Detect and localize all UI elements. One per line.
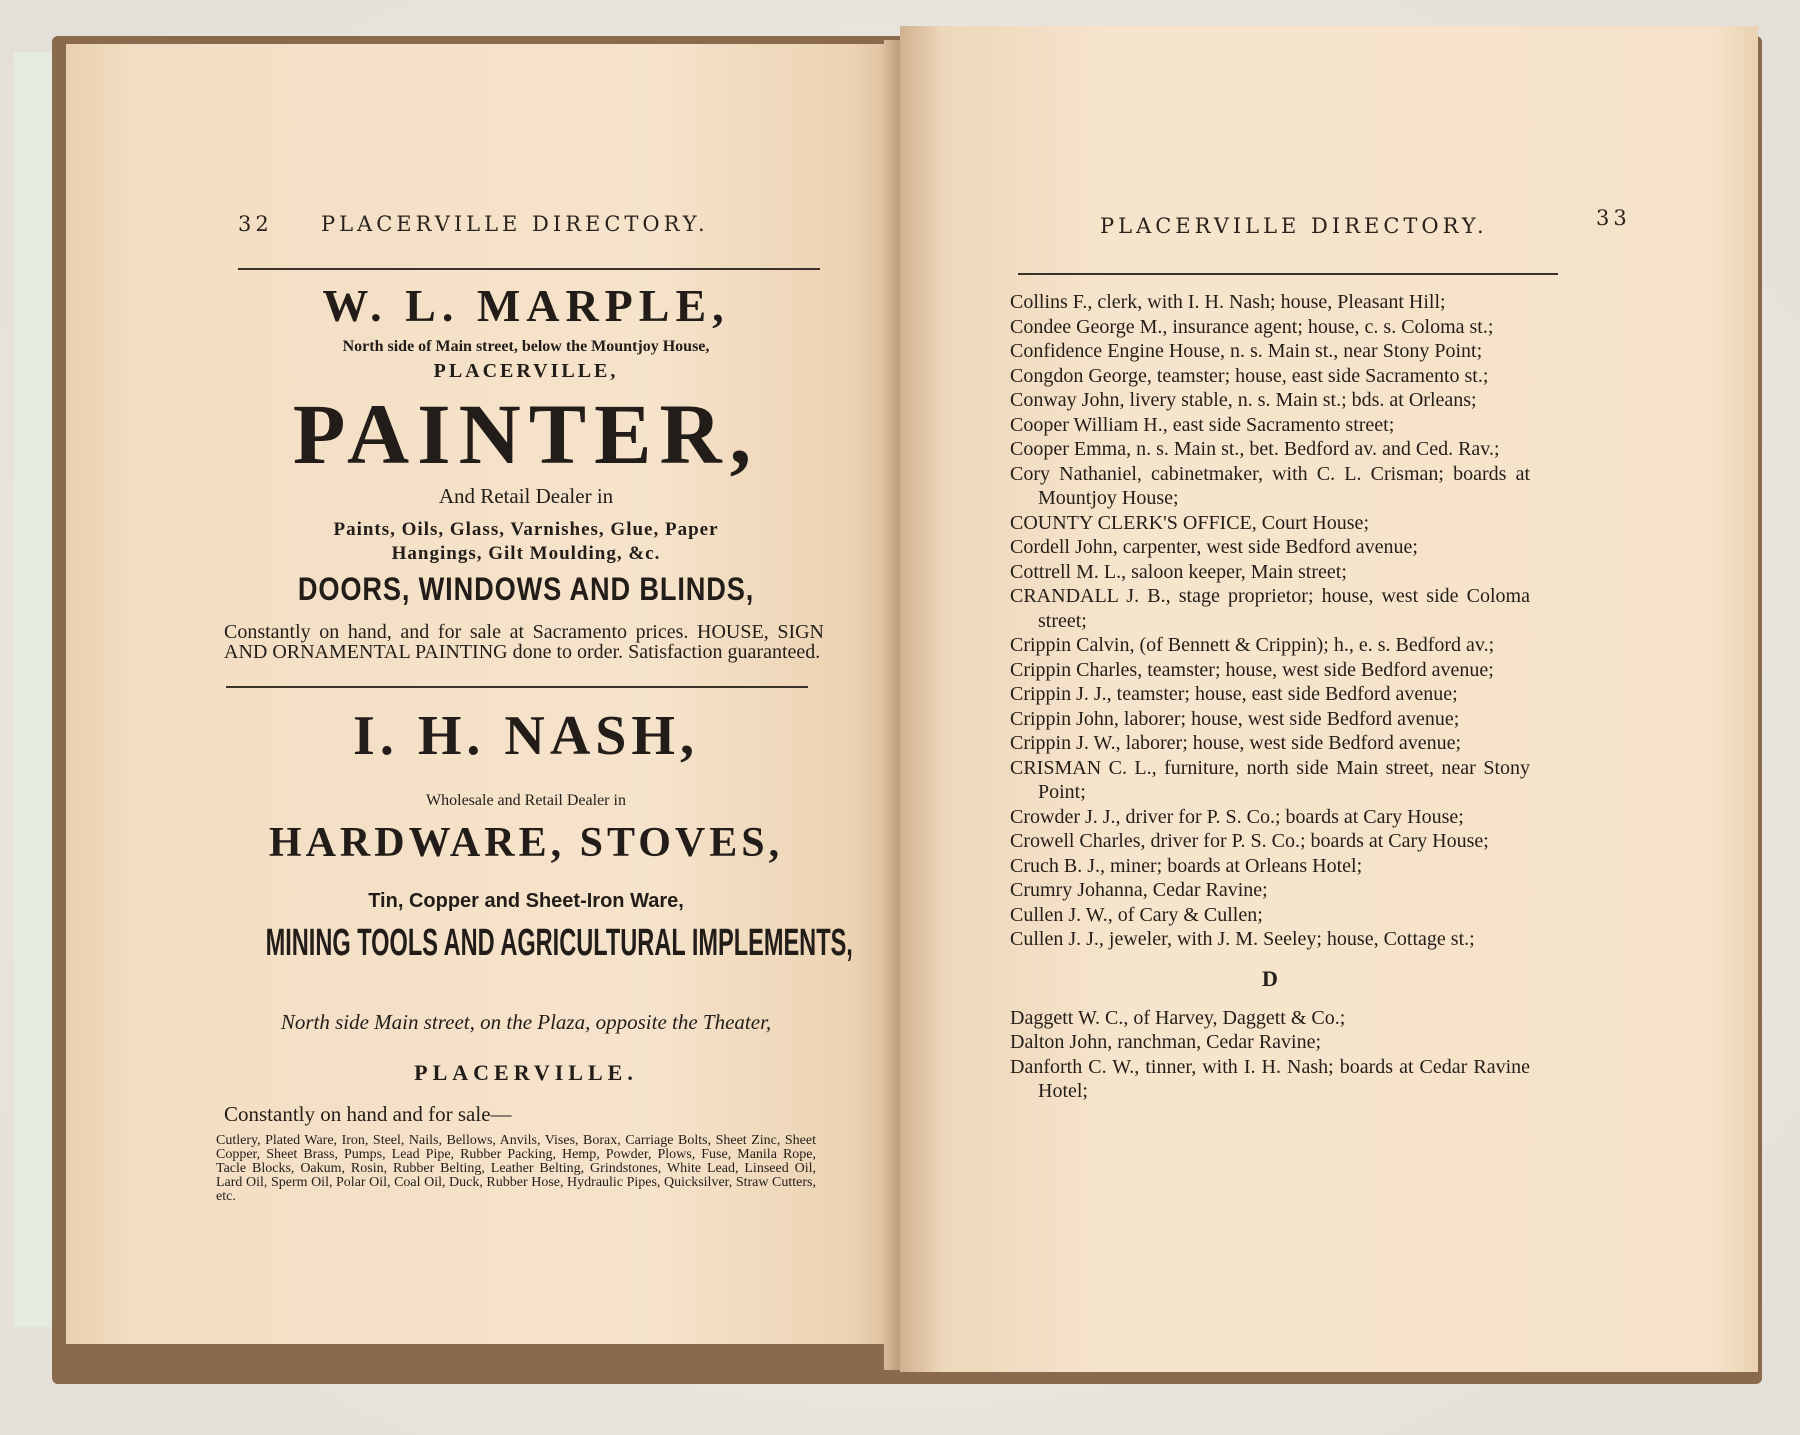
- nash-subline: Tin, Copper and Sheet-Iron Ware,: [368, 890, 684, 912]
- entry: Cordell John, carpenter, west side Bedford avenue;: [1010, 536, 1418, 558]
- entry: Confidence Engine House, n. s. Main st., near Stony Point;: [1010, 340, 1483, 362]
- entry: Danforth C. W., tinner, with I. H. Nash; boards at Cedar Ravine Hotel;: [1010, 1055, 1530, 1102]
- nash-town: PLACERVILLE.: [414, 1060, 638, 1085]
- marple-name: W. L. MARPLE,: [322, 280, 730, 331]
- running-head-left: PLACERVILLE DIRECTORY.: [321, 212, 709, 236]
- head-rule-right: [1018, 273, 1558, 275]
- entry: Crippin Calvin, (of Bennett & Crippin); h., e. s. Bedford av.;: [1010, 634, 1495, 656]
- nash-address: North side Main street, on the Plaza, opposite the Theater,: [280, 1010, 772, 1034]
- entry: Crippin Charles, teamster; house, west side Bedford avenue;: [1010, 658, 1494, 681]
- marple-dealer: And Retail Dealer in: [438, 484, 614, 508]
- running-head-right: PLACERVILLE DIRECTORY.: [1100, 214, 1488, 238]
- directory-entries: [1010, 290, 1530, 1104]
- entry: Crowder J. J., driver for P. S. Co.; boards at Cary House;: [1010, 805, 1464, 828]
- entry: Crippin J. J., teamster; house, east side Bedford avenue;: [1010, 683, 1458, 705]
- left-page: [66, 44, 902, 1344]
- marple-trade: PAINTER,: [292, 386, 760, 482]
- entry: Crippin John, laborer; house, west side Bedford avenue;: [1010, 707, 1460, 730]
- ad-divider: [226, 686, 808, 688]
- section-letter: D: [1262, 965, 1278, 991]
- nash-headline: HARDWARE, STOVES,: [268, 820, 784, 866]
- entry: Collins F., clerk, with I. H. Nash; house, Pleasant Hill;: [1010, 291, 1446, 313]
- marple-town: PLACERVILLE,: [433, 360, 619, 382]
- head-rule-left: [238, 268, 820, 270]
- entry: Cottrell M. L., saloon keeper, Main street;: [1010, 560, 1347, 583]
- nash-feature: MINING TOOLS AND AGRICULTURAL IMPLEMENTS,: [265, 922, 853, 964]
- entry: Cullen J. J., jeweler, with J. M. Seeley; house, Cottage st.;: [1010, 928, 1475, 950]
- entry: COUNTY CLERK'S OFFICE, Court House;: [1010, 511, 1369, 534]
- entry: Crowell Charles, driver for P. S. Co.; boards at Cary House;: [1010, 830, 1489, 852]
- right-page: [900, 26, 1758, 1372]
- marple-location: North side of Main street, below the Mountjoy House,: [342, 338, 710, 355]
- nash-intro: Constantly on hand and for sale—: [224, 1102, 512, 1126]
- entry: Cruch B. J., miner; boards at Orleans Hotel;: [1010, 854, 1363, 877]
- entry: Conway John, livery stable, n. s. Main st.; bds. at Orleans;: [1010, 389, 1477, 411]
- marple-feature: DOORS, WINDOWS AND BLINDS,: [297, 571, 755, 607]
- entry: Cory Nathaniel, cabinetmaker, with C. L. Crisman; boards at Mountjoy House;: [1010, 462, 1530, 509]
- nash-dealer: Wholesale and Retail Dealer in: [426, 792, 626, 809]
- marple-body: Constantly on hand, and for sale at Sacramento prices. HOUSE, SIGN AND ORNAMENTAL PAINTING done to order. Satisfaction guaranteed.: [224, 621, 824, 663]
- entry: Cooper William H., east side Sacramento street;: [1010, 413, 1395, 436]
- entry: Dalton John, ranchman, Cedar Ravine;: [1010, 1031, 1322, 1053]
- marple-goods-line-2: Hangings, Gilt Moulding, &c.: [391, 543, 661, 564]
- entry: CRISMAN C. L., furniture, north side Main street, near Stony Point;: [1010, 756, 1530, 803]
- page-number-left: 32: [238, 212, 273, 236]
- page-number-right: 33: [1596, 206, 1631, 230]
- entry: Condee George M., insurance agent; house, c. s. Coloma st.;: [1010, 315, 1494, 338]
- entry: CRANDALL J. B., stage proprietor; house, west side Coloma street;: [1010, 585, 1530, 632]
- entry: Crumry Johanna, Cedar Ravine;: [1010, 879, 1268, 901]
- entry: Crippin J. W., laborer; house, west side Bedford avenue;: [1010, 732, 1462, 754]
- marple-goods-line-1: Paints, Oils, Glass, Varnishes, Glue, Paper: [333, 519, 719, 540]
- entry: Cooper Emma, n. s. Main st., bet. Bedford av. and Ced. Rav.;: [1010, 438, 1500, 460]
- nash-name: I. H. NASH,: [353, 705, 699, 767]
- entry: Congdon George, teamster; house, east side Sacramento st.;: [1010, 364, 1489, 387]
- nash-items: Cutlery, Plated Ware, Iron, Steel, Nails, Bellows, Anvils, Vises, Borax, Carriage Bolts, Sheet Zinc, Sheet Copper, Sheet Brass, Pumps, Lead Pipe, Rubber Packing, Hemp, Powder, Plows, Fuse, Manila Rope, Tacle Blocks, Oakum, Rosin, Rubber Belting, Leather Belting, Grindstones, White Lead, Linseed Oil, Lard Oil, Sperm Oil, Polar Oil, Coal Oil, Duck, Rubber Hose, Hydraulic Pipes, Quicksilver, Straw Cutters, etc.: [216, 1133, 816, 1204]
- entry: Cullen J. W., of Cary & Cullen;: [1010, 903, 1263, 926]
- entry: Daggett W. C., of Harvey, Daggett & Co.;: [1010, 1006, 1346, 1029]
